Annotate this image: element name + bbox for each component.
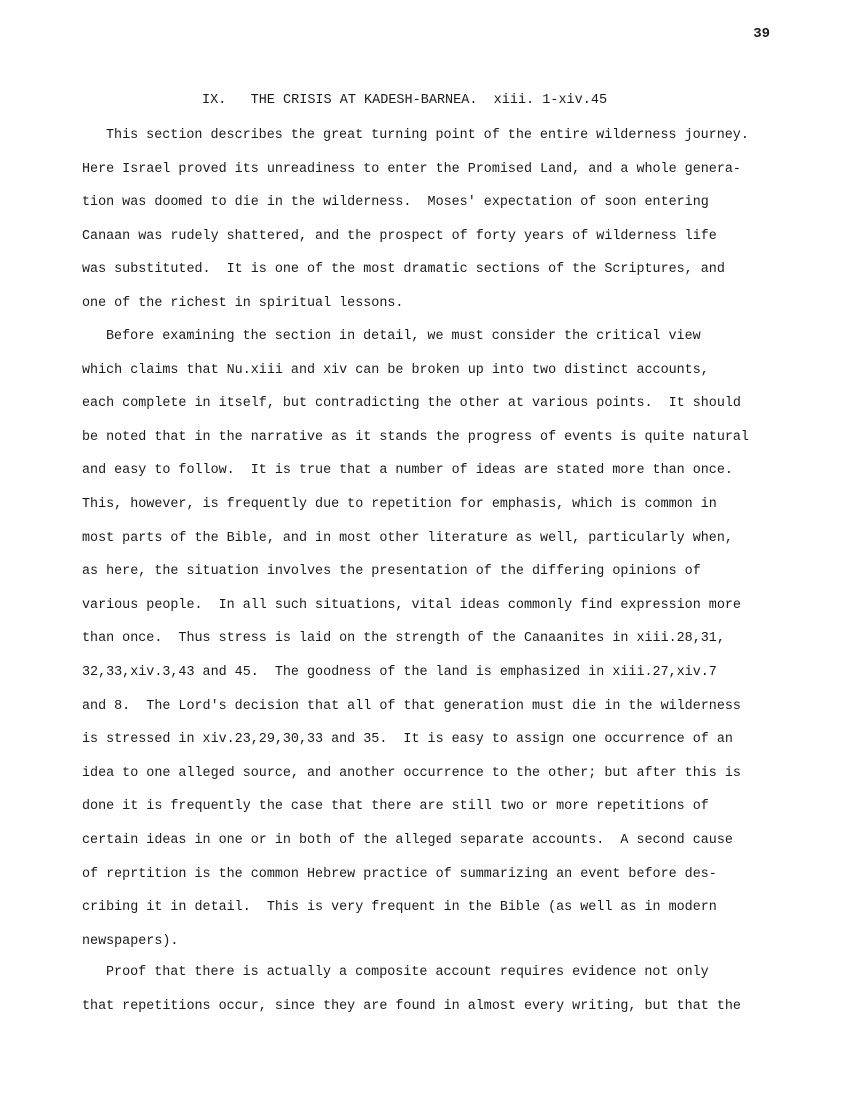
text-line: one of the richest in spiritual lessons. (82, 295, 404, 311)
text-line: certain ideas in one or in both of the alleged separate accounts. A second cause (82, 832, 733, 848)
text-line: that repetitions occur, since they are found in almost every writing, but that the (82, 998, 741, 1014)
text-line: and 8. The Lord's decision that all of that generation must die in the wilderness (82, 698, 741, 714)
text-line: be noted that in the narrative as it stands the progress of events is quite natural (82, 429, 749, 445)
paragraph-3 (82, 956, 782, 1023)
text-line: tion was doomed to die in the wilderness. Moses' expectation of soon entering (82, 195, 709, 211)
text-line: was substituted. It is one of the most dramatic sections of the Scriptures, and (82, 262, 725, 278)
paragraph-1 (82, 119, 782, 321)
text-line: various people. In all such situations, vital ideas commonly find expression more (82, 597, 741, 613)
text-line: Here Israel proved its unreadiness to enter the Promised Land, and a whole genera- (82, 161, 741, 177)
text-line: 32,33,xiv.3,43 and 45. The goodness of the land is emphasized in xiii.27,xiv.7 (82, 664, 717, 680)
text-line: done it is frequently the case that there are still two or more repetitions of (82, 799, 709, 815)
text-line: This, however, is frequently due to repetition for emphasis, which is common in (82, 496, 717, 512)
text-line: idea to one alleged source, and another occurrence to the other; but after this is (82, 765, 741, 781)
text-line: newspapers). (82, 933, 179, 949)
text-line: each complete in itself, but contradicting the other at various points. It should (82, 396, 741, 412)
section-heading: IX. THE CRISIS AT KADESH-BARNEA. xiii. 1-xiv.45 (202, 93, 608, 108)
text-line: is stressed in xiv.23,29,30,33 and 35. It is easy to assign one occurrence of an (82, 732, 733, 748)
text-line: most parts of the Bible, and in most other literature as well, particularly when, (82, 530, 733, 546)
text-line: Canaan was rudely shattered, and the prospect of forty years of wilderness life (82, 228, 717, 244)
text-line: than once. Thus stress is laid on the strength of the Canaanites in xiii.28,31, (82, 631, 725, 647)
text-line: cribing it in detail. This is very frequent in the Bible (as well as in modern (82, 900, 717, 916)
text-line: This section describes the great turning point of the entire wilderness journey. (106, 128, 749, 143)
text-line: Proof that there is actually a composite account requires evidence not only (106, 965, 709, 980)
text-line: which claims that Nu.xiii and xiv can be broken up into two distinct accounts, (82, 362, 709, 378)
page-number: 39 (753, 26, 770, 42)
text-line: and easy to follow. It is true that a number of ideas are stated more than once. (82, 463, 733, 479)
text-line: of reprtition is the common Hebrew practice of summarizing an event before des- (82, 866, 717, 882)
text-line: Before examining the section in detail, we must consider the critical view (106, 329, 701, 344)
paragraph-2 (82, 320, 782, 958)
text-line: as here, the situation involves the presentation of the differing opinions of (82, 564, 701, 580)
